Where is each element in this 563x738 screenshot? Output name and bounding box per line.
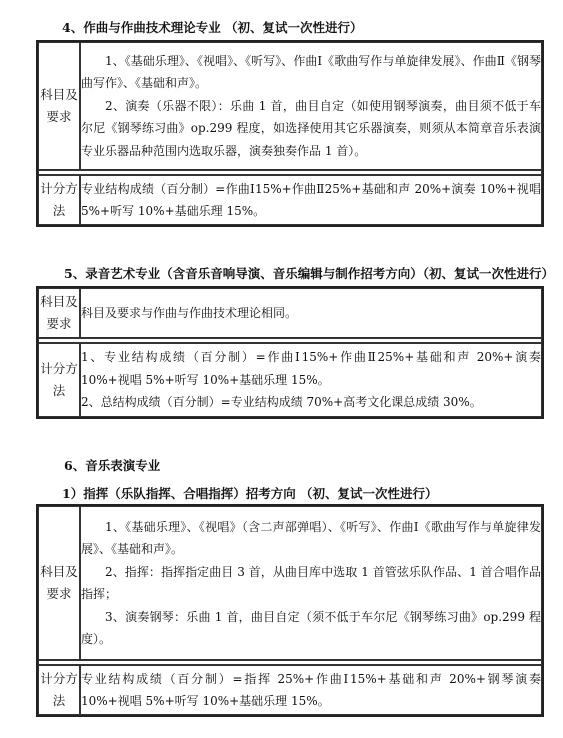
section5-subjects-label: [38, 288, 80, 338]
section6-subject-2: 2、指挥：指挥指定曲目 3 首，从曲目库中选取 1 首管弦乐队作品、1 首合唱作品指挥；: [81, 564, 541, 601]
section6-subject-3: 3、演奏钢琴：乐曲 1 首，曲目自定（须不低于车尔尼《钢琴练习曲》op.299 程度）。: [81, 609, 541, 646]
section4-subject-1: 1、《基础乐理》、《视唱》、《听写》、作曲Ⅰ《歌曲写作与单旋律发展》、作曲Ⅱ《钢琴曲写作》、《基础和声》。: [81, 53, 541, 91]
section4-score-text: 专业结构成绩（百分制）=作曲Ⅰ15%+作曲Ⅱ25%+基础和声 20%+演奏 10%+视唱 5%+听写 10%+基础乐理 15%。: [81, 181, 541, 218]
label-text: 计分方法: [40, 181, 78, 218]
section4-score-label: [38, 175, 80, 225]
section5-score-label: [38, 343, 80, 417]
section5-subjects-text: 科目及要求与作曲与作曲技术理论相同。: [81, 305, 298, 320]
section6-subheading: 1）指挥（乐队指挥、合唱指挥）招考方向 （初、复试一次性进行）: [62, 486, 438, 501]
section4-subject-2: 2、演奏（乐器不限）：乐曲 1 首，曲目自定（如使用钢琴演奏，曲目须不低于车尔尼《钢琴练习曲》op.299 程度，如选择使用其它乐器演奏，则须从本简章音乐表演专业乐器品种范围内选取乐器，演奏独奏作品 1 首）。: [81, 98, 541, 158]
section4-subjects-label: [38, 42, 80, 170]
section5-score-2: 2、总结构成绩（百分制）=专业结构成绩 70%+高考文化课总成绩 30%。: [81, 395, 482, 410]
section5-heading: 5、录音艺术专业（含音乐音响导演、音乐编辑与制作招考方向）（初、复试一次性进行）: [64, 266, 554, 281]
section4-heading: 4、作曲与作曲技术理论专业 （初、复试一次性进行）: [62, 20, 363, 35]
section4-subjects-content: [80, 42, 542, 170]
label-text: 计分方法: [40, 361, 78, 398]
section6-heading: 6、音乐表演专业: [64, 458, 161, 473]
section5-score-1: 1、专业结构成绩（百分制）=作曲Ⅰ15%+作曲Ⅱ25%+基础和声 20%+演奏 10%+视唱 5%+听写 10%+基础乐理 15%。: [81, 350, 541, 387]
section6-subjects-label: [38, 506, 80, 660]
section6-score-text: 专业结构成绩（百分制）=指挥 25%+作曲Ⅰ15%+基础和声 20%+钢琴演奏 10%+视唱 5%+听写 10%+基础乐理 15%。: [81, 671, 541, 708]
section4-table: [36, 40, 544, 227]
section6-score-content: [80, 665, 542, 715]
section5-subjects-content: [80, 288, 542, 338]
section4-score-content: [80, 175, 542, 225]
label-text: 科目及要求: [40, 564, 78, 601]
section6-table: [36, 504, 544, 717]
label-text: 科目及要求: [40, 87, 78, 124]
section5-score-content: [80, 343, 542, 417]
label-text: 计分方法: [40, 671, 78, 708]
section6-subjects-content: [80, 506, 542, 660]
label-text: 科目及要求: [40, 294, 78, 331]
section5-table: [36, 286, 544, 419]
section6-score-label: [38, 665, 80, 715]
section6-subject-1: 1、《基础乐理》、《视唱》（含二声部弹唱）、《听写》、作曲Ⅰ《歌曲写作与单旋律发展》、《基础和声》。: [81, 519, 541, 556]
